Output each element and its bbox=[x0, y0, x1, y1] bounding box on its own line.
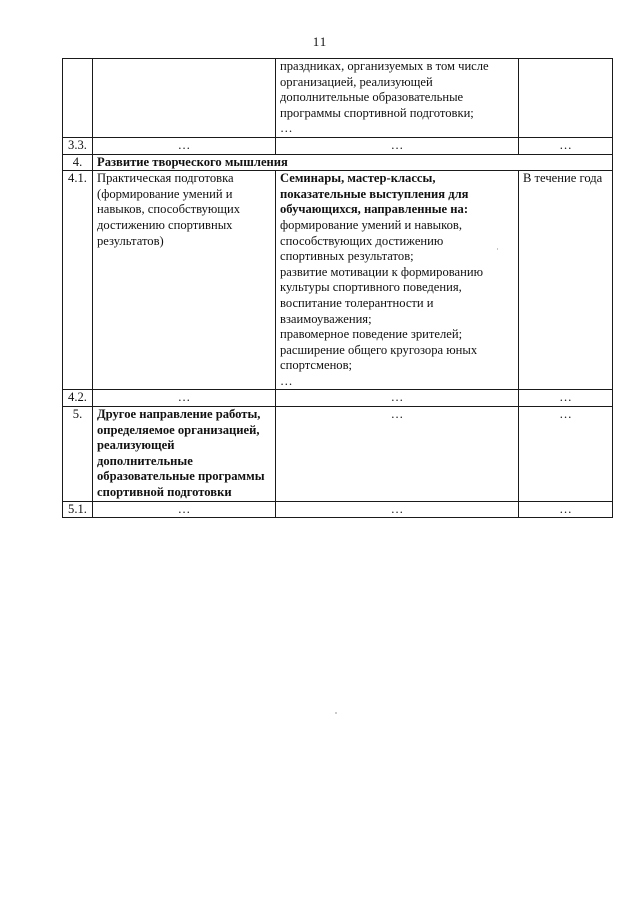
cell-num: 3.3. bbox=[63, 137, 93, 154]
name-line: достижению спортивных bbox=[97, 217, 233, 232]
cell-num: 4. bbox=[63, 154, 93, 171]
cell-name: … bbox=[93, 137, 276, 154]
content-heading-line: обучающихся, направленные на: bbox=[280, 202, 469, 217]
scan-speck bbox=[335, 712, 337, 714]
content-line: дополнительные образовательные bbox=[280, 90, 464, 105]
content-line: правомерное поведение зрителей; bbox=[280, 327, 463, 342]
content-line: развитие мотивации к формированию bbox=[280, 264, 484, 279]
cell-name bbox=[93, 407, 276, 502]
cell-num: 4.1. bbox=[63, 171, 93, 390]
table-row-continuation bbox=[63, 59, 613, 138]
table-row-5 bbox=[63, 407, 613, 502]
cell-content: … bbox=[276, 501, 519, 518]
table-row-section-4 bbox=[63, 154, 613, 171]
name-line: (формирование умений и bbox=[97, 186, 233, 201]
name-line: Практическая подготовка bbox=[97, 171, 234, 186]
content-line: культуры спортивного поведения, bbox=[280, 280, 462, 295]
content-line: организацией, реализующей bbox=[280, 74, 433, 89]
cell-name bbox=[93, 171, 276, 390]
name-line: реализующей bbox=[97, 438, 175, 453]
content-line: взаимоуважения; bbox=[280, 311, 372, 326]
section-title: Развитие творческого мышления bbox=[93, 154, 613, 171]
sports-plan-table bbox=[62, 58, 613, 518]
cell-num: 5.1. bbox=[63, 501, 93, 518]
table-row-3-3 bbox=[63, 137, 613, 154]
cell-num: 5. bbox=[63, 407, 93, 502]
name-line: Другое направление работы, bbox=[97, 407, 261, 422]
table-row-4-2 bbox=[63, 390, 613, 407]
cell-term: … bbox=[519, 407, 613, 502]
name-line: дополнительные bbox=[97, 453, 193, 468]
content-line: спортсменов; bbox=[280, 358, 353, 373]
name-line: спортивной подготовки bbox=[97, 485, 232, 500]
content-line: воспитание толерантности и bbox=[280, 295, 434, 310]
content-ellipsis: … bbox=[280, 121, 293, 136]
content-line: формирование умений и навыков, bbox=[280, 217, 463, 232]
cell-num bbox=[63, 59, 93, 138]
cell-content bbox=[276, 59, 519, 138]
content-heading-line: Семинары, мастер-классы, bbox=[280, 171, 436, 186]
cell-content: … bbox=[276, 407, 519, 502]
cell-content: … bbox=[276, 137, 519, 154]
cell-term bbox=[519, 59, 613, 138]
content-line: программы спортивной подготовки; bbox=[280, 105, 474, 120]
cell-term: … bbox=[519, 137, 613, 154]
table-row-5-1 bbox=[63, 501, 613, 518]
cell-num: 4.2. bbox=[63, 390, 93, 407]
name-line: определяемое организацией, bbox=[97, 422, 260, 437]
name-line: результатов) bbox=[97, 233, 164, 248]
content-line: расширение общего кругозора юных bbox=[280, 342, 478, 357]
cell-name: … bbox=[93, 390, 276, 407]
cell-term: … bbox=[519, 390, 613, 407]
content-ellipsis: … bbox=[280, 373, 293, 388]
name-line: образовательные программы bbox=[97, 469, 265, 484]
cell-term: … bbox=[519, 501, 613, 518]
name-line: навыков, способствующих bbox=[97, 202, 241, 217]
content-line: праздниках, организуемых в том числе bbox=[280, 59, 489, 73]
page-number: 11 bbox=[312, 34, 328, 49]
cell-content bbox=[276, 171, 519, 390]
cell-term: В течение года bbox=[519, 171, 613, 390]
content-line: спортивных результатов; bbox=[280, 249, 414, 264]
content-line: способствующих достижению bbox=[280, 233, 444, 248]
scan-speck bbox=[497, 248, 498, 250]
table-row-4-1 bbox=[63, 171, 613, 390]
cell-name bbox=[93, 59, 276, 138]
cell-name: … bbox=[93, 501, 276, 518]
content-heading-line: показательные выступления для bbox=[280, 186, 469, 201]
cell-content: … bbox=[276, 390, 519, 407]
